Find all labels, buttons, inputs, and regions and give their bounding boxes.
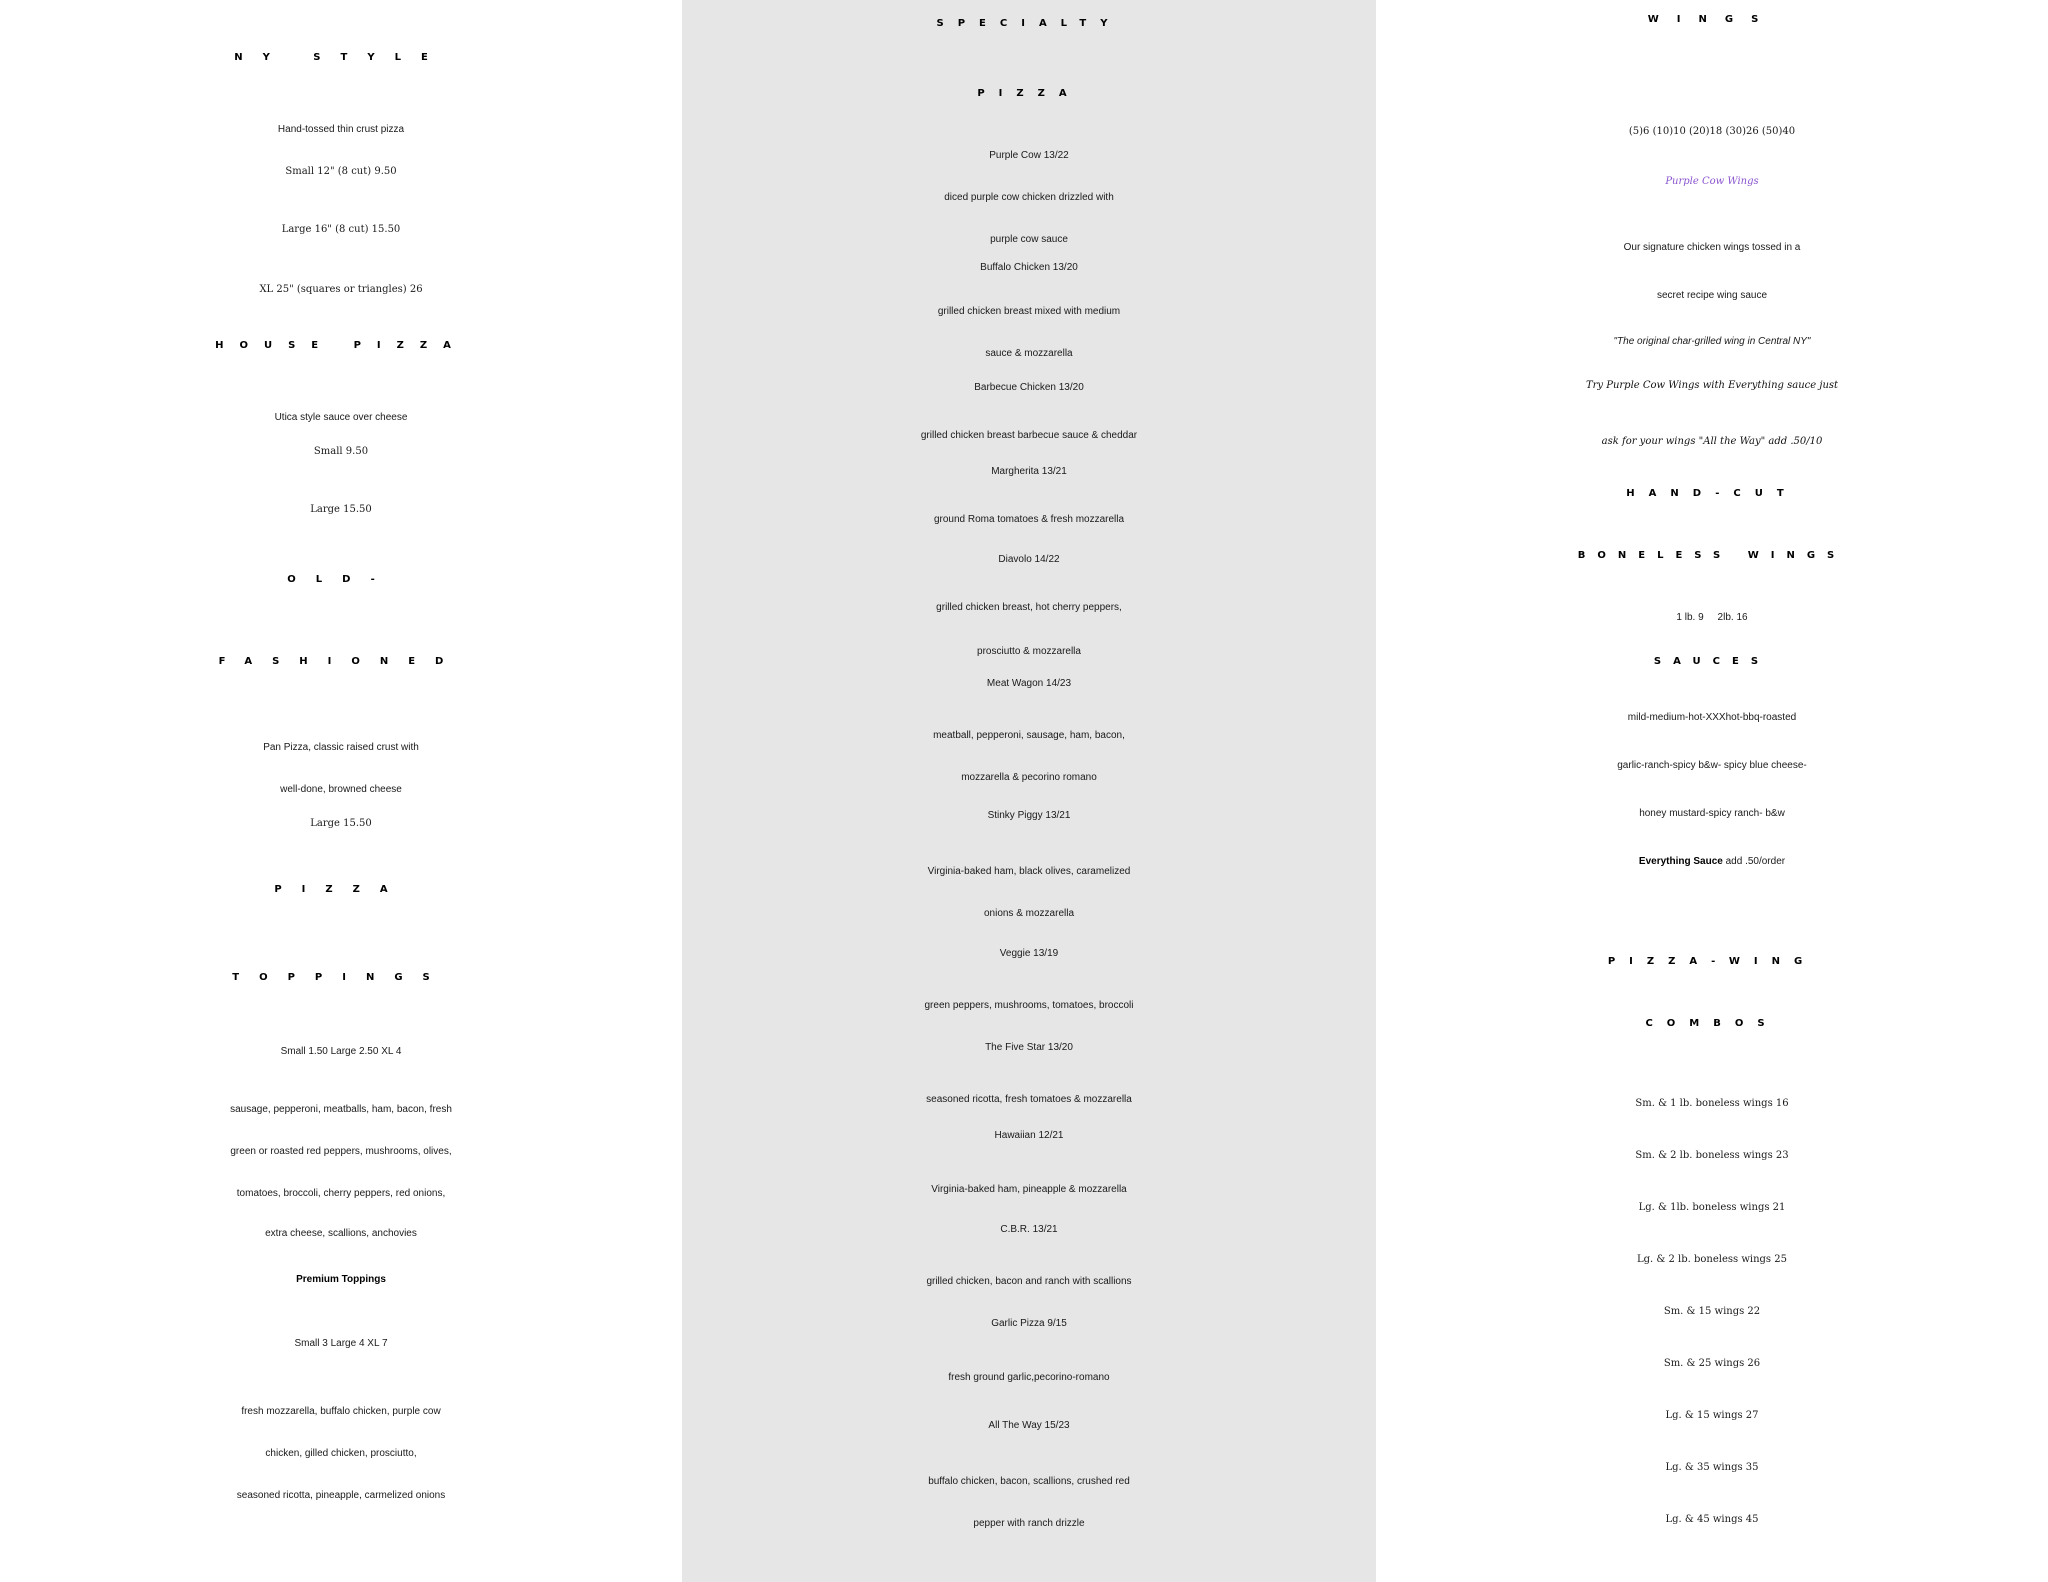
toppings-heading-line2: TOPPINGS: [232, 972, 450, 983]
premium-toppings-prices: Small 3 Large 4 XL 7: [294, 1338, 388, 1349]
wings-prices: (5)6 (10)10 (20)18 (30)26 (50)40: [1628, 126, 1796, 137]
ny-small-price: Small 12" (8 cut) 9.50: [285, 166, 397, 177]
item-name: Garlic Pizza 9/15: [991, 1318, 1067, 1329]
item-name: Stinky Piggy 13/21: [987, 810, 1071, 821]
wings-desc-line1: Our signature chicken wings tossed in a: [1623, 242, 1801, 253]
combo-item: Sm. & 1 lb. boneless wings 16: [1635, 1098, 1789, 1109]
combo-item: Lg. & 45 wings 45: [1665, 1514, 1759, 1525]
specialty-heading-line1: SPECIALTY: [936, 18, 1122, 29]
item-desc: sauce & mozzarella: [985, 348, 1073, 359]
item-name: Diavolo 14/22: [998, 554, 1060, 565]
ny-xl-price: XL 25" (squares or triangles) 26: [259, 284, 423, 295]
item-name: All The Way 15/23: [988, 1420, 1070, 1431]
old-fashioned-heading-line1: OLD-: [287, 574, 395, 585]
combo-item: Lg. & 2 lb. boneless wings 25: [1637, 1254, 1787, 1265]
specialty-column: [682, 0, 1376, 1582]
item-name: C.B.R. 13/21: [1000, 1224, 1058, 1235]
item-desc: green peppers, mushrooms, tomatoes, broccoli: [924, 1000, 1134, 1011]
item-name: Barbecue Chicken 13/20: [974, 382, 1084, 393]
item-desc: grilled chicken breast mixed with medium: [937, 306, 1121, 317]
item-desc: grilled chicken, bacon and ranch with scallions: [926, 1276, 1132, 1287]
item-desc: diced purple cow chicken drizzled with: [944, 192, 1114, 203]
combo-item: Sm. & 2 lb. boneless wings 23: [1635, 1150, 1789, 1161]
item-name: Meat Wagon 14/23: [986, 678, 1072, 689]
purple-cow-wings-title: Purple Cow Wings: [1665, 176, 1759, 187]
toppings-list-line4: extra cheese, scallions, anchovies: [265, 1228, 417, 1239]
item-desc: prosciutto & mozzarella: [977, 646, 1081, 657]
ny-style-heading: NY STYLE: [234, 52, 448, 63]
item-desc: meatball, pepperoni, sausage, ham, bacon,: [933, 730, 1125, 741]
ny-large-price: Large 16" (8 cut) 15.50: [281, 224, 401, 235]
combos-heading-line1: PIZZA-WING: [1607, 956, 1817, 967]
right-column: [1376, 0, 2048, 1582]
everything-sauce-price: add .50/order: [1722, 856, 1786, 867]
toppings-list-line2: green or roasted red peppers, mushrooms, olives,: [230, 1146, 452, 1157]
item-desc: ground Roma tomatoes & fresh mozzarella: [933, 514, 1125, 525]
specialty-heading-line2: PIZZA: [977, 88, 1081, 99]
left-column: [0, 0, 682, 1582]
item-desc: seasoned ricotta, fresh tomatoes & mozzarella: [926, 1094, 1132, 1105]
item-desc: pepper with ranch drizzle: [973, 1518, 1085, 1529]
item-name: Veggie 13/19: [999, 948, 1059, 959]
combos-heading-line2: COMBOS: [1645, 1018, 1779, 1029]
item-desc: Virginia-baked ham, pineapple & mozzarella: [931, 1184, 1127, 1195]
item-name: Hawaiian 12/21: [994, 1130, 1064, 1141]
toppings-heading-line1: PIZZA: [274, 884, 408, 895]
boneless-heading-line2: BONELESS WINGS: [1577, 550, 1847, 561]
boneless-heading-line1: HAND-CUT: [1626, 488, 1798, 499]
item-desc: fresh ground garlic,pecorino-romano: [948, 1372, 1110, 1383]
house-small-price: Small 9.50: [313, 446, 369, 457]
item-desc: mozzarella & pecorino romano: [961, 772, 1097, 783]
combo-item: Sm. & 15 wings 22: [1663, 1306, 1761, 1317]
item-desc: grilled chicken breast, hot cherry peppers,: [936, 602, 1122, 613]
old-fashioned-heading-line2: FASHIONED: [218, 656, 464, 667]
wings-heading: WINGS: [1647, 14, 1777, 25]
sauces-line1: mild-medium-hot-XXXhot-bbq-roasted: [1627, 712, 1797, 723]
item-desc: onions & mozzarella: [983, 908, 1075, 919]
everything-sauce-line: [1376, 856, 2048, 867]
toppings-prices: Small 1.50 Large 2.50 XL 4: [280, 1046, 402, 1057]
old-fashioned-large-price: Large 15.50: [310, 818, 372, 829]
house-pizza-subtitle: Utica style sauce over cheese: [274, 412, 408, 423]
boneless-prices: 1 lb. 9 2lb. 16: [1676, 612, 1748, 623]
item-desc: purple cow sauce: [990, 234, 1068, 245]
toppings-list-line1: sausage, pepperoni, meatballs, ham, bacon, fresh: [230, 1104, 452, 1115]
old-fashioned-desc-line2: well-done, browned cheese: [280, 784, 402, 795]
wings-desc-line2: secret recipe wing sauce: [1656, 290, 1768, 301]
sauces-line3: honey mustard-spicy ranch- b&w: [1639, 808, 1785, 819]
item-desc: Virginia-baked ham, black olives, caramelized: [927, 866, 1131, 877]
item-desc: grilled chicken breast barbecue sauce & cheddar: [920, 430, 1138, 441]
toppings-list-line3: tomatoes, broccoli, cherry peppers, red onions,: [236, 1188, 446, 1199]
combo-item: Lg. & 35 wings 35: [1665, 1462, 1759, 1473]
try-wings-line1: Try Purple Cow Wings with Everything sauce just: [1585, 380, 1839, 391]
premium-list-line2: chicken, gilled chicken, prosciutto,: [265, 1448, 417, 1459]
sauces-line2: garlic-ranch-spicy b&w- spicy blue cheese-: [1617, 760, 1807, 771]
house-pizza-heading: HOUSE PIZZA: [215, 340, 467, 351]
combo-item: Sm. & 25 wings 26: [1663, 1358, 1761, 1369]
try-wings-line2: ask for your wings "All the Way" add .50/10: [1601, 436, 1823, 447]
premium-toppings-heading: Premium Toppings: [296, 1274, 386, 1285]
item-name: Purple Cow 13/22: [989, 150, 1069, 161]
wings-quote: "The original char-grilled wing in Central NY": [1613, 336, 1811, 347]
premium-list-line3: seasoned ricotta, pineapple, carmelized onions: [236, 1490, 446, 1501]
item-name: The Five Star 13/20: [985, 1042, 1073, 1053]
house-large-price: Large 15.50: [310, 504, 372, 515]
item-desc: buffalo chicken, bacon, scallions, crushed red: [928, 1476, 1130, 1487]
item-name: Buffalo Chicken 13/20: [980, 262, 1078, 273]
old-fashioned-desc-line1: Pan Pizza, classic raised crust with: [263, 742, 419, 753]
combo-item: Lg. & 15 wings 27: [1665, 1410, 1759, 1421]
everything-sauce-label: Everything Sauce: [1638, 856, 1723, 867]
sauces-heading: SAUCES: [1653, 656, 1771, 667]
item-name: Margherita 13/21: [991, 466, 1067, 477]
combo-item: Lg. & 1lb. boneless wings 21: [1638, 1202, 1786, 1213]
premium-list-line1: fresh mozzarella, buffalo chicken, purple cow: [241, 1406, 441, 1417]
ny-style-subtitle: Hand-tossed thin crust pizza: [277, 124, 405, 135]
